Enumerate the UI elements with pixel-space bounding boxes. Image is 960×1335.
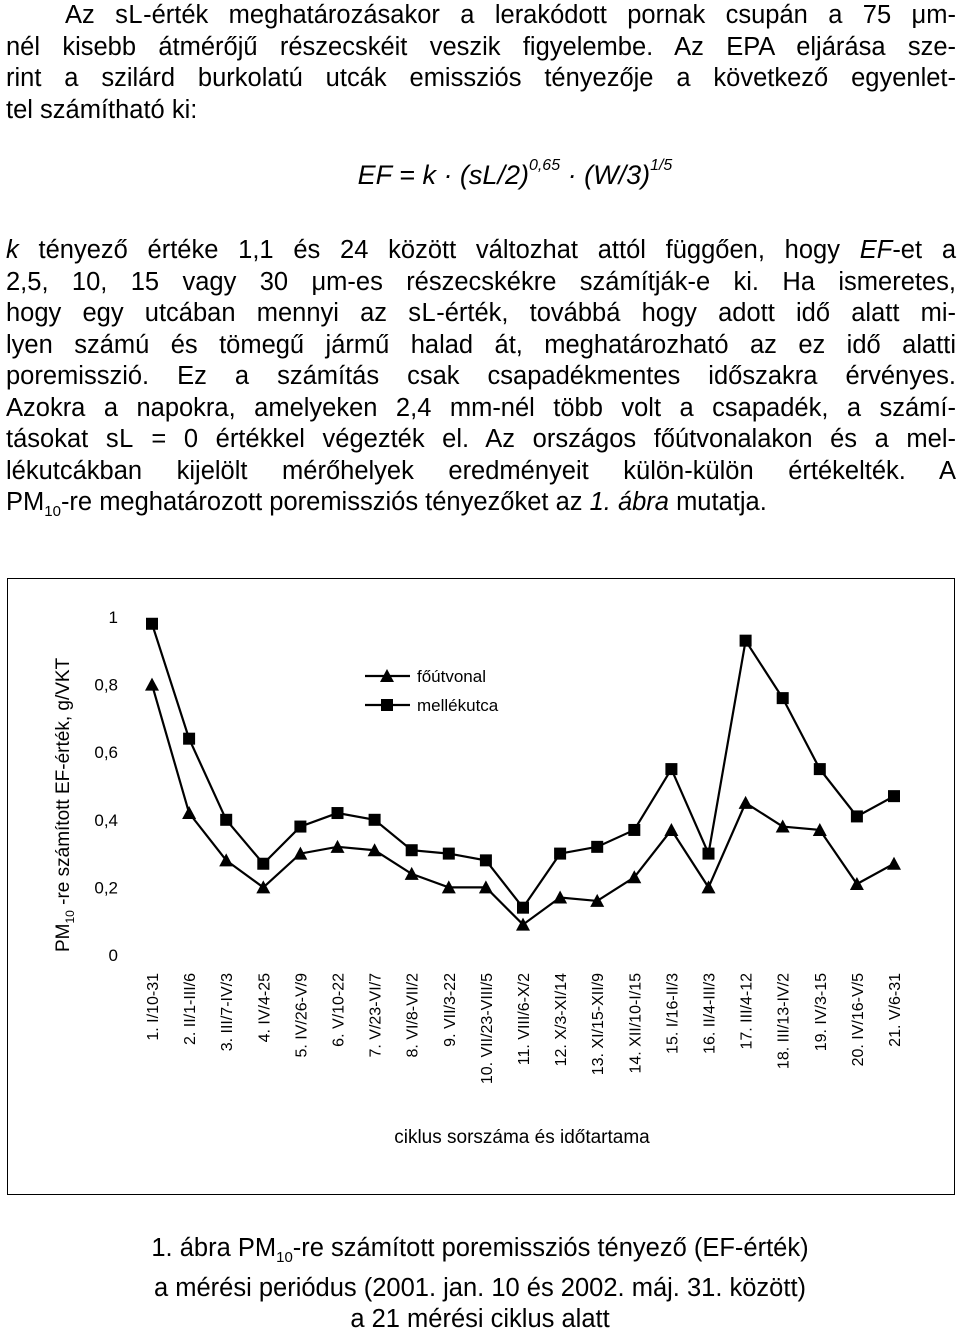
x-tick-label: 20. IV/16-V/5 [849, 973, 867, 1067]
square-marker [146, 618, 158, 630]
legend-label: mellékutca [417, 696, 499, 715]
body-line-9: $PM_{10}-re$ meghatározott poremissziós tényezőket az 1. ábra mutatja. [6, 488, 767, 521]
triangle-marker [405, 867, 419, 880]
square-marker [257, 858, 269, 870]
y-axis-label-rest: -re számított EF-érték, g/VKT [53, 657, 74, 911]
square-marker [665, 763, 677, 775]
square-marker [406, 844, 418, 856]
caption-line-2: a mérési periódus (2001. jan. 10 és 2002. máj. 31. között) [153, 1274, 807, 1303]
x-tick-label: 18. III/13-IV/2 [775, 973, 793, 1070]
body-line-4: lyen számú és tömegű jármű halad át, meghatározható az ez idő alatti [6, 330, 956, 359]
legend-label: főútvonal [417, 667, 486, 686]
body-line-7: tásokat sL = 0 értékkel végezték el. Az országos főútvonalakon és a mel- [6, 425, 957, 453]
y-axis-label-prefix: PM [53, 923, 74, 952]
square-marker [220, 814, 232, 826]
x-tick-label: 3. III/7-IV/3 [219, 973, 237, 1052]
y-tick-label: 0,4 [94, 810, 118, 830]
intro-line-1: Az sL-érték meghatározásakor a lerakódott pornak csupán a 75 μm- [65, 1, 956, 29]
x-tick-label: 6. V/10-22 [330, 973, 348, 1047]
triangle-marker [664, 823, 678, 836]
y-tick-label: 0,2 [94, 878, 118, 898]
square-marker [294, 821, 306, 833]
svg-text:PM10 -re számított EF-érték, g [53, 657, 77, 952]
x-tick-label: 12. X/3-XI/14 [553, 973, 571, 1067]
intro-line-3: rint a szilárd burkolatú utcák emissziós tényezője a következő egyenlet- [6, 64, 956, 92]
x-tick-label: 13. XI/15-XII/9 [590, 973, 608, 1076]
triangle-marker [182, 806, 196, 819]
x-tick-label: 2. II/1-III/6 [182, 973, 200, 1046]
triangle-marker [739, 796, 753, 809]
triangle-marker [887, 857, 901, 870]
square-marker [888, 790, 900, 802]
ef-formula: EF = $k \cdot (sL/2)^{0,65} \cdot (W/3)^{1/5}$ [357, 157, 673, 190]
body-line-3: hogy egy utcában mennyi az sL-érték, továbbá hogy adott idő alatt mi- [6, 299, 957, 327]
x-tick-label: 4. IV/4-25 [256, 973, 274, 1043]
square-marker [369, 814, 381, 826]
y-tick-label: 0 [108, 946, 118, 965]
triangle-marker [850, 877, 864, 890]
caption-line-3: a 21 mérési ciklus alatt [350, 1305, 610, 1334]
triangle-marker [702, 880, 716, 893]
legend-square-marker [381, 699, 393, 711]
x-tick-label: 9. VII/3-22 [441, 973, 459, 1047]
body-line-5: poremisszió. Ez a számítás csak csapadékmentes időszakra érvényes. [6, 362, 956, 390]
square-marker [703, 848, 715, 860]
x-tick-label: 14. XII/10-I/15 [627, 973, 645, 1074]
x-tick-label: 21. V/6-31 [887, 973, 904, 1047]
square-marker [740, 635, 752, 647]
body-line-6: Azokra a napokra, amelyeken 2,4 mm-nél több volt a csapadék, a számí- [6, 393, 956, 422]
square-marker [591, 841, 603, 853]
figure-caption [0, 1233, 960, 1335]
y-axis-label [53, 657, 77, 952]
square-marker [480, 854, 492, 866]
x-tick-label: 10. VII/23-VIII/5 [478, 973, 496, 1085]
y-tick-label: 1 [108, 608, 118, 627]
x-tick-label: 17. III/4-12 [738, 973, 756, 1050]
body-line-2: 2,5, 10, 15 vagy 30 μm-es részecskékre számítják-e ki. Ha ismeretes, [6, 267, 956, 296]
square-marker [183, 733, 195, 745]
square-marker [851, 810, 863, 822]
square-marker [332, 807, 344, 819]
caption-line-1: 1. ábra $PM_{10}-re$ számított poremissziós tényező (EF-érték) [151, 1234, 809, 1267]
x-axis-label: ciklus sorszáma és időtartama [394, 1127, 650, 1148]
triangle-marker [145, 678, 159, 691]
x-tick-label: 8. VI/8-VII/2 [404, 973, 422, 1058]
x-tick-label: 19. IV/3-15 [812, 973, 830, 1052]
y-tick-label: 0,6 [94, 743, 118, 763]
y-tick-label: 0,8 [94, 675, 118, 695]
square-marker [628, 824, 640, 836]
square-marker [777, 692, 789, 704]
x-tick-label: 1. I/10-31 [145, 973, 162, 1041]
square-marker [517, 902, 529, 914]
x-tick-label: 15. I/16-II/3 [664, 973, 682, 1054]
x-tick-label: 16. II/4-III/3 [701, 973, 719, 1054]
square-marker [443, 848, 455, 860]
intro-line-4: tel számítható ki: [6, 95, 198, 124]
body-line-8: lékutcákban kijelölt mérőhelyek eredményeit külön-külön értékelték. A [6, 456, 956, 485]
square-marker [814, 763, 826, 775]
x-tick-label: 5. IV/26-V/9 [293, 973, 311, 1058]
y-axis-label-sub: 10 [63, 910, 77, 924]
intro-line-2: nél kisebb átmérőjű részecskéit veszik figyelembe. Az EPA eljárása sze- [6, 32, 956, 61]
x-tick-label: 7. V/23-VI/7 [367, 973, 385, 1058]
square-marker [554, 848, 566, 860]
x-tick-label: 11. VIII/6-X/2 [516, 973, 533, 1066]
body-line-1: k tényező értéke 1,1 és 24 között változhat attól függően, hogy EF-et a [6, 236, 956, 264]
